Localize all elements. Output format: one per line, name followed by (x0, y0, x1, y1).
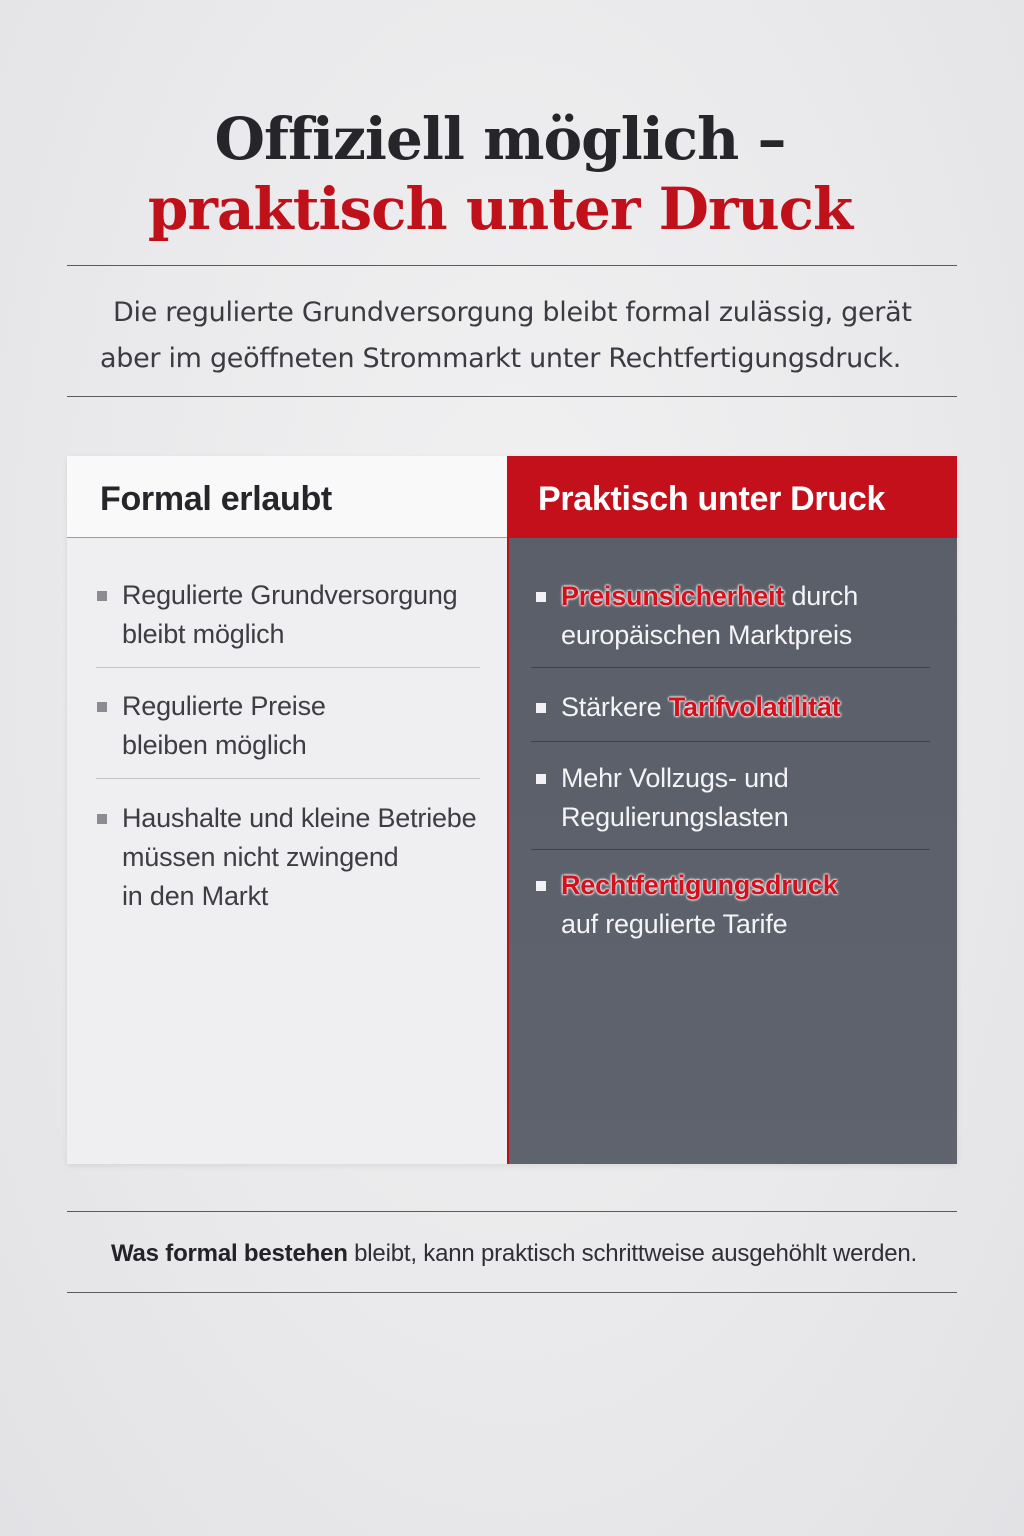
intro-line-1: Die regulierte Grundversorgung bleibt formal zulässig, gerät (113, 297, 912, 328)
right-item-1 (536, 577, 936, 655)
right-item-3 (536, 759, 936, 837)
divider-footer-bottom (67, 1292, 957, 1293)
right-item-2-line-1 (536, 688, 936, 727)
right-item-2 (536, 688, 936, 727)
highlight-tarifvolatilitaet: Tarifvolatilität (668, 692, 841, 722)
left-separator-2 (96, 778, 480, 779)
left-item-3-line-2: müssen nicht zwingend (122, 842, 399, 872)
right-item-4-line-1 (536, 866, 936, 905)
title-line-1: Offiziell möglich – (214, 105, 786, 173)
title-line-2: praktisch unter Druck (147, 175, 853, 243)
page-title (0, 104, 1000, 244)
right-item-3-line-1: Mehr Vollzugs- und (561, 763, 789, 793)
right-item-1-line-1 (536, 577, 936, 616)
right-item-2-prefix: Stärkere (561, 692, 669, 722)
left-item-3-line-1: Haushalte und kleine Betriebe (122, 803, 477, 833)
divider-top (67, 265, 957, 266)
bullet-square-icon (97, 814, 107, 824)
bullet-square-icon (536, 881, 546, 891)
right-separator-2 (531, 741, 930, 742)
right-item-4-line-2: auf regulierte Tarife (561, 909, 788, 939)
right-separator-3 (531, 849, 930, 850)
right-item-4 (536, 866, 936, 944)
right-item-3-line-2: Regulierungslasten (561, 802, 789, 832)
footer-text (0, 1236, 1024, 1272)
footer-rest: bleibt, kann praktisch schrittweise ausgehöhlt werden. (347, 1240, 918, 1267)
right-item-1-rest: durch (784, 581, 859, 611)
left-item-2-line-2: bleiben möglich (122, 730, 307, 760)
bullet-square-icon (97, 702, 107, 712)
footer-bold: Was formal bestehen (110, 1240, 348, 1267)
left-item-1 (97, 576, 477, 654)
left-column-heading: Formal erlaubt (67, 456, 507, 538)
divider-intro (67, 396, 957, 397)
highlight-rechtfertigungsdruck: Rechtfertigungsdruck (561, 870, 838, 900)
left-item-2-line-1: Regulierte Preise (122, 691, 326, 721)
bullet-square-icon (536, 592, 546, 602)
left-item-1-line-2: bleibt möglich (122, 619, 285, 649)
bullet-square-icon (97, 591, 107, 601)
left-separator-1 (96, 667, 480, 668)
left-item-1-line-1: Regulierte Grundversorgung (122, 580, 458, 610)
right-item-1-line-2: europäischen Marktpreis (561, 620, 853, 650)
left-item-3-line-3: in den Markt (122, 881, 269, 911)
bullet-square-icon (536, 774, 546, 784)
left-item-2 (97, 687, 477, 765)
intro-text (100, 290, 920, 382)
divider-footer-top (67, 1211, 957, 1212)
right-separator-1 (531, 667, 930, 668)
intro-line-2: aber im geöffneten Strommarkt unter Rechtfertigungsdruck. (100, 343, 902, 374)
left-item-3 (97, 799, 497, 916)
right-column-heading: Praktisch unter Druck (507, 456, 957, 538)
bullet-square-icon (536, 703, 546, 713)
highlight-preisunsicherheit: Preisunsicherheit (561, 581, 785, 611)
